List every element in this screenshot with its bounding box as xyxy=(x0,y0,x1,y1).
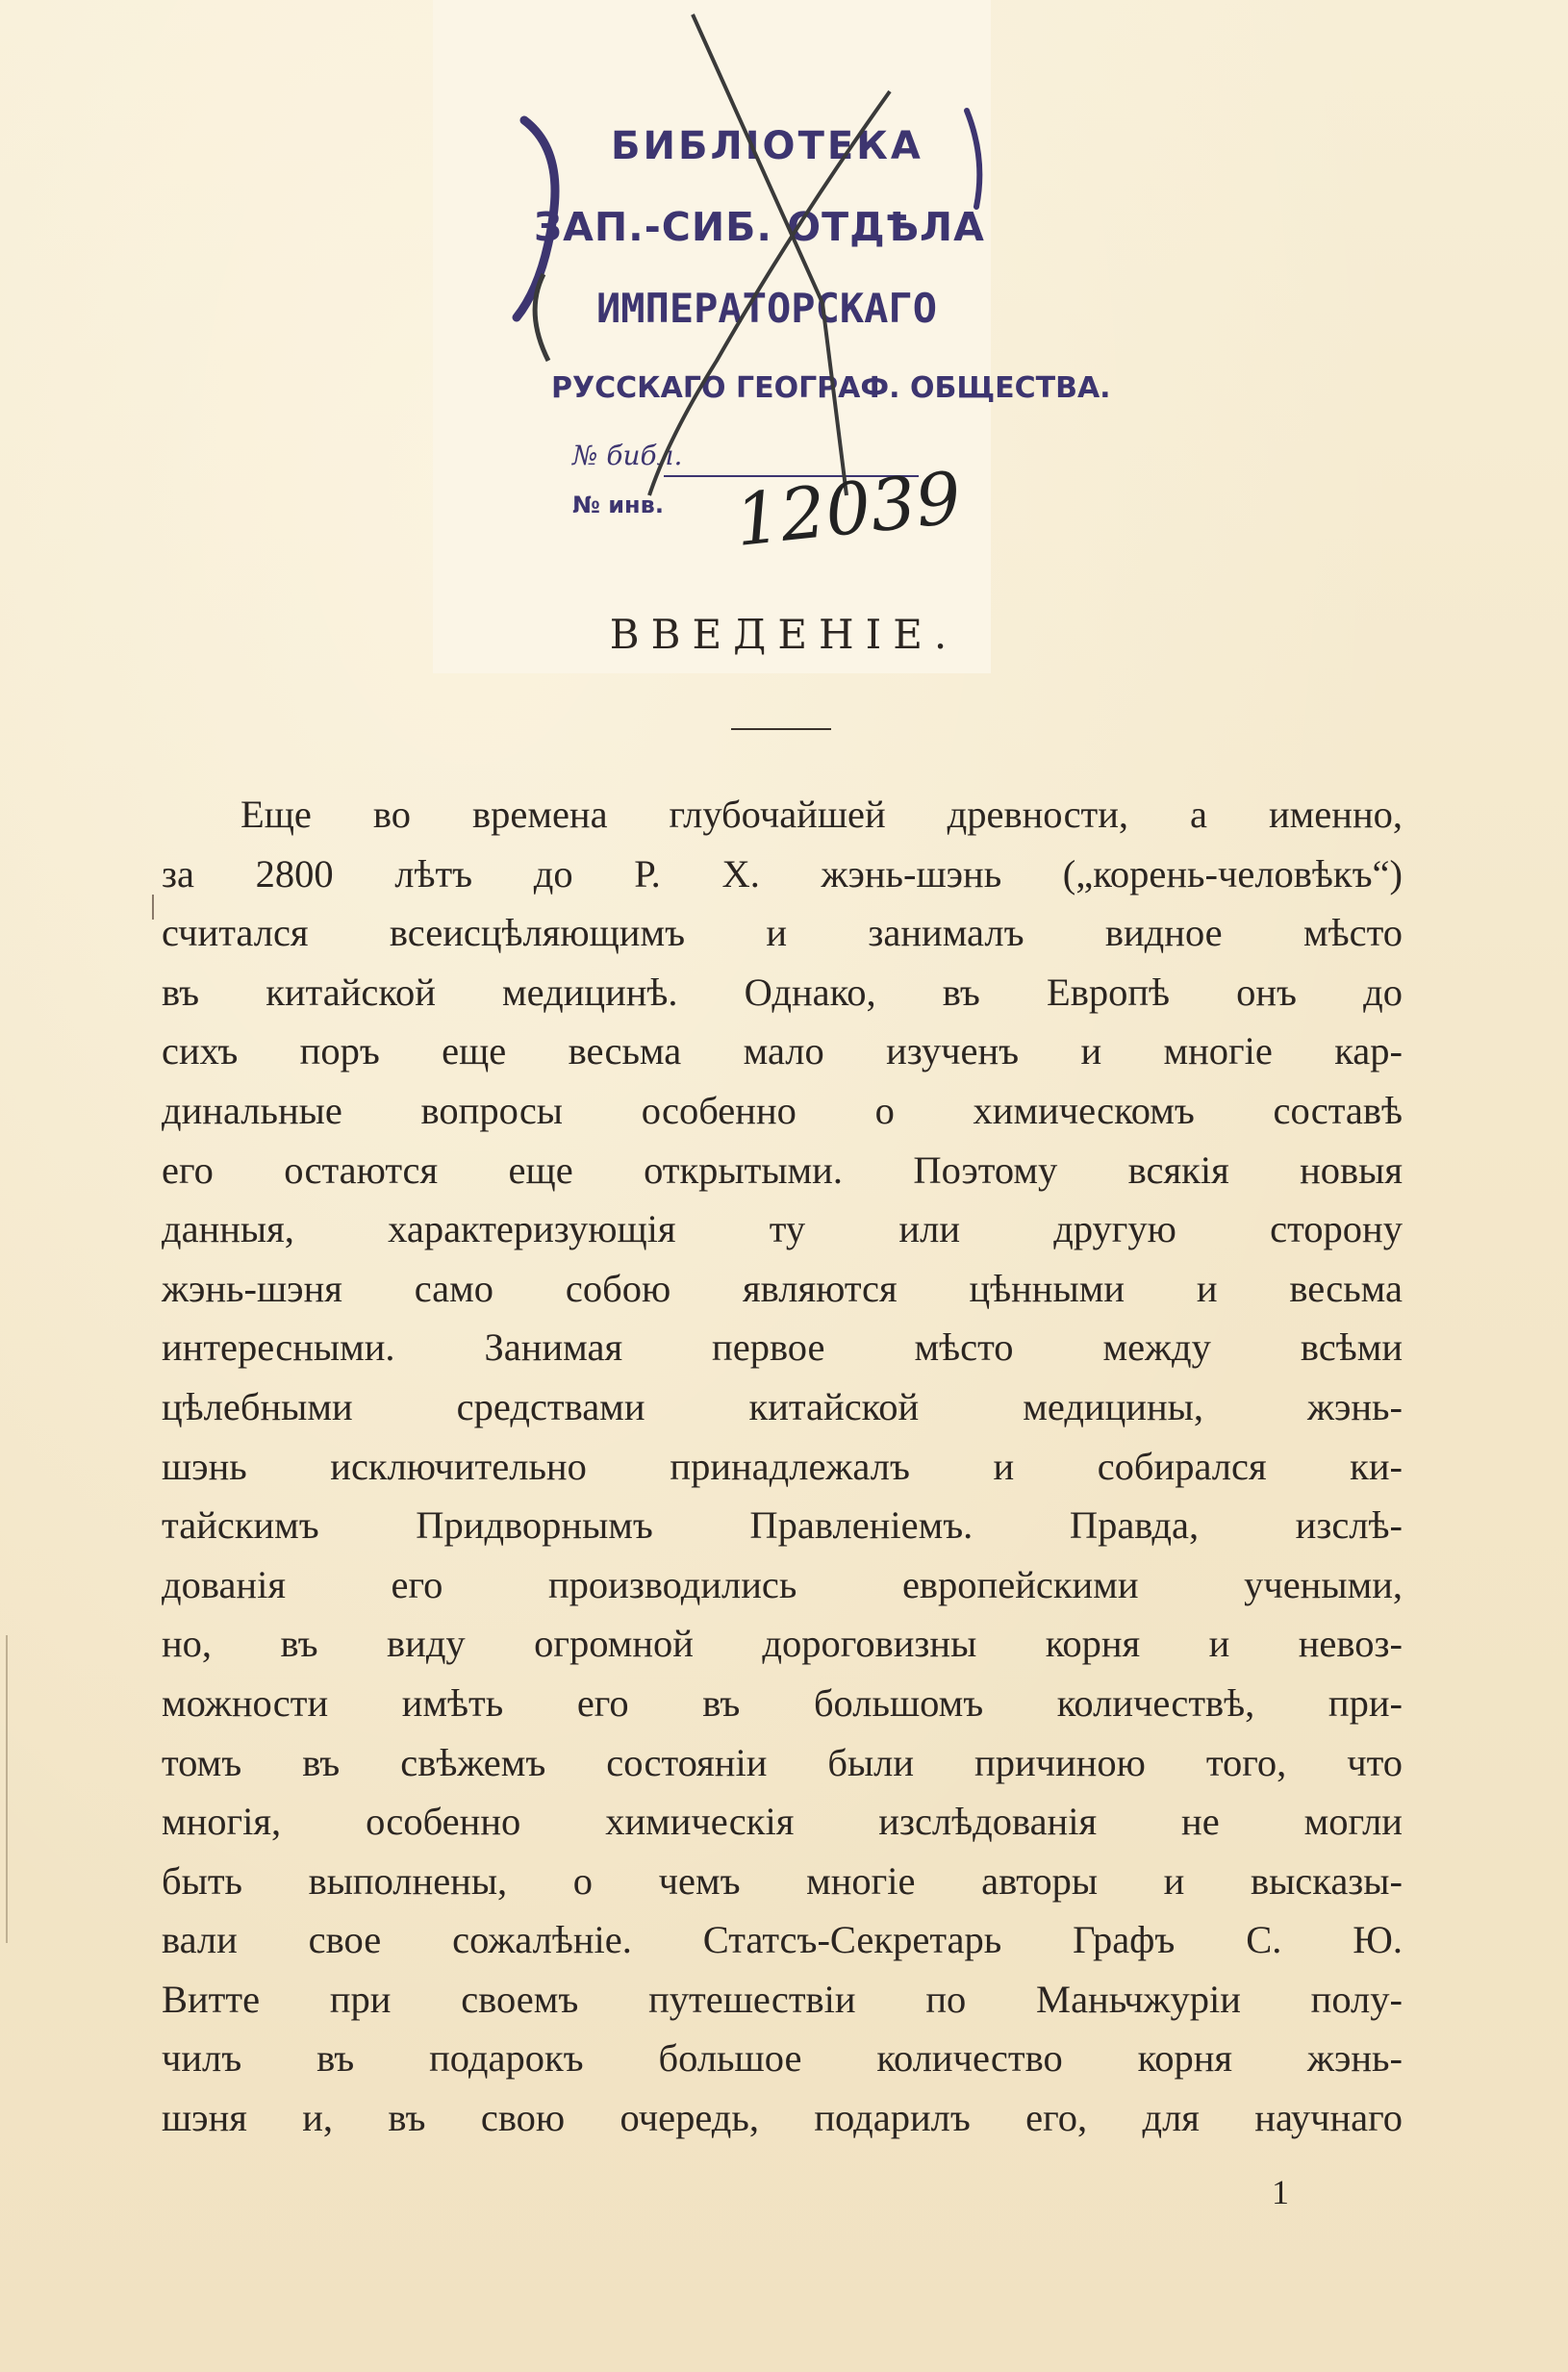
handwritten-inventory-number: 12039 xyxy=(731,456,966,563)
stamp-right-bracket xyxy=(967,111,979,207)
text-line: можности имѣть его въ большомъ количествѣ, при- xyxy=(162,1680,1403,1725)
heading-rule xyxy=(731,728,831,730)
section-heading: ВВЕДЕНІЕ. xyxy=(609,611,959,658)
library-stamp-graphic xyxy=(505,91,1111,563)
text-line: томъ въ свѣжемъ состояніи были причиною того, что xyxy=(162,1740,1403,1784)
stamp-line-6: № инв. xyxy=(572,492,664,518)
body-text xyxy=(162,785,1403,2148)
text-line: дованія его производились европейскими учеными, xyxy=(162,1562,1403,1606)
text-line: шэнь исключительно принадлежалъ и собирался ки- xyxy=(162,1444,1403,1488)
page-edge-mark xyxy=(6,1635,8,1943)
text-line: цѣлебными средствами китайской медицины, жэнь- xyxy=(162,1384,1403,1428)
text-line: Еще во времена глубочайшей древности, а именно, xyxy=(240,793,1403,836)
text-line: вали свое сожалѣніе. Статсъ-Секретарь Графъ С. Ю. xyxy=(162,1918,1403,1962)
text-line: многія, особенно химическія изслѣдованія не могли xyxy=(162,1800,1403,1844)
text-line: считался всеисцѣляющимъ и занималъ видное мѣсто xyxy=(162,911,1403,955)
margin-mark xyxy=(152,895,154,920)
text-line: жэнь-шэня само собою являются цѣнными и весьма xyxy=(162,1266,1403,1310)
text-line: быть выполнены, о чемъ многіе авторы и высказы- xyxy=(162,1858,1403,1903)
text-line: данныя, характеризующія ту или другую сторону xyxy=(162,1207,1403,1251)
text-line: Витте при своемъ путешествіи по Маньчжуріи полу- xyxy=(162,1977,1403,2021)
text-line: динальные вопросы особенно о химическомъ составѣ xyxy=(162,1088,1403,1132)
text-line: чилъ въ подарокъ большое количество корня жэнь- xyxy=(162,2036,1403,2081)
stamp-line-4: РУССКАГО ГЕОГРАФ. ОБЩЕСТВА. xyxy=(551,371,1111,405)
text-line: сихъ поръ еще весьма мало изученъ и многіе кар- xyxy=(162,1029,1403,1073)
stamp-line-5: № библ. xyxy=(572,440,683,471)
library-stamp xyxy=(505,91,1111,563)
stamp-line-2: ЗАП.-СИБ. ОТДѢЛА xyxy=(534,204,985,250)
pencil-stroke-3 xyxy=(535,274,548,361)
text-line: но, въ виду огромной дороговизны корня и невоз- xyxy=(162,1622,1403,1666)
text-line: тайскимъ Придворнымъ Правленіемъ. Правда, изслѣ- xyxy=(162,1503,1403,1548)
text-line: его остаются еще открытыми. Поэтому всякія новыя xyxy=(162,1148,1403,1192)
text-line: интересными. Занимая первое мѣсто между всѣми xyxy=(162,1325,1403,1370)
stamp-line-3: ИМПЕРАТОРСКАГО xyxy=(596,285,938,332)
text-line: шэня и, въ свою очередь, подарилъ его, для научнаго xyxy=(162,2096,1403,2140)
stamp-line-1: БИБЛІОТЕКА xyxy=(611,124,923,168)
page-number: 1 xyxy=(1272,2173,1289,2211)
text-line: за 2800 лѣтъ до Р. Х. жэнь-шэнь („корень-человѣкъ“) xyxy=(162,851,1403,896)
text-line: въ китайской медицинѣ. Однако, въ Европѣ онъ до xyxy=(162,970,1403,1014)
